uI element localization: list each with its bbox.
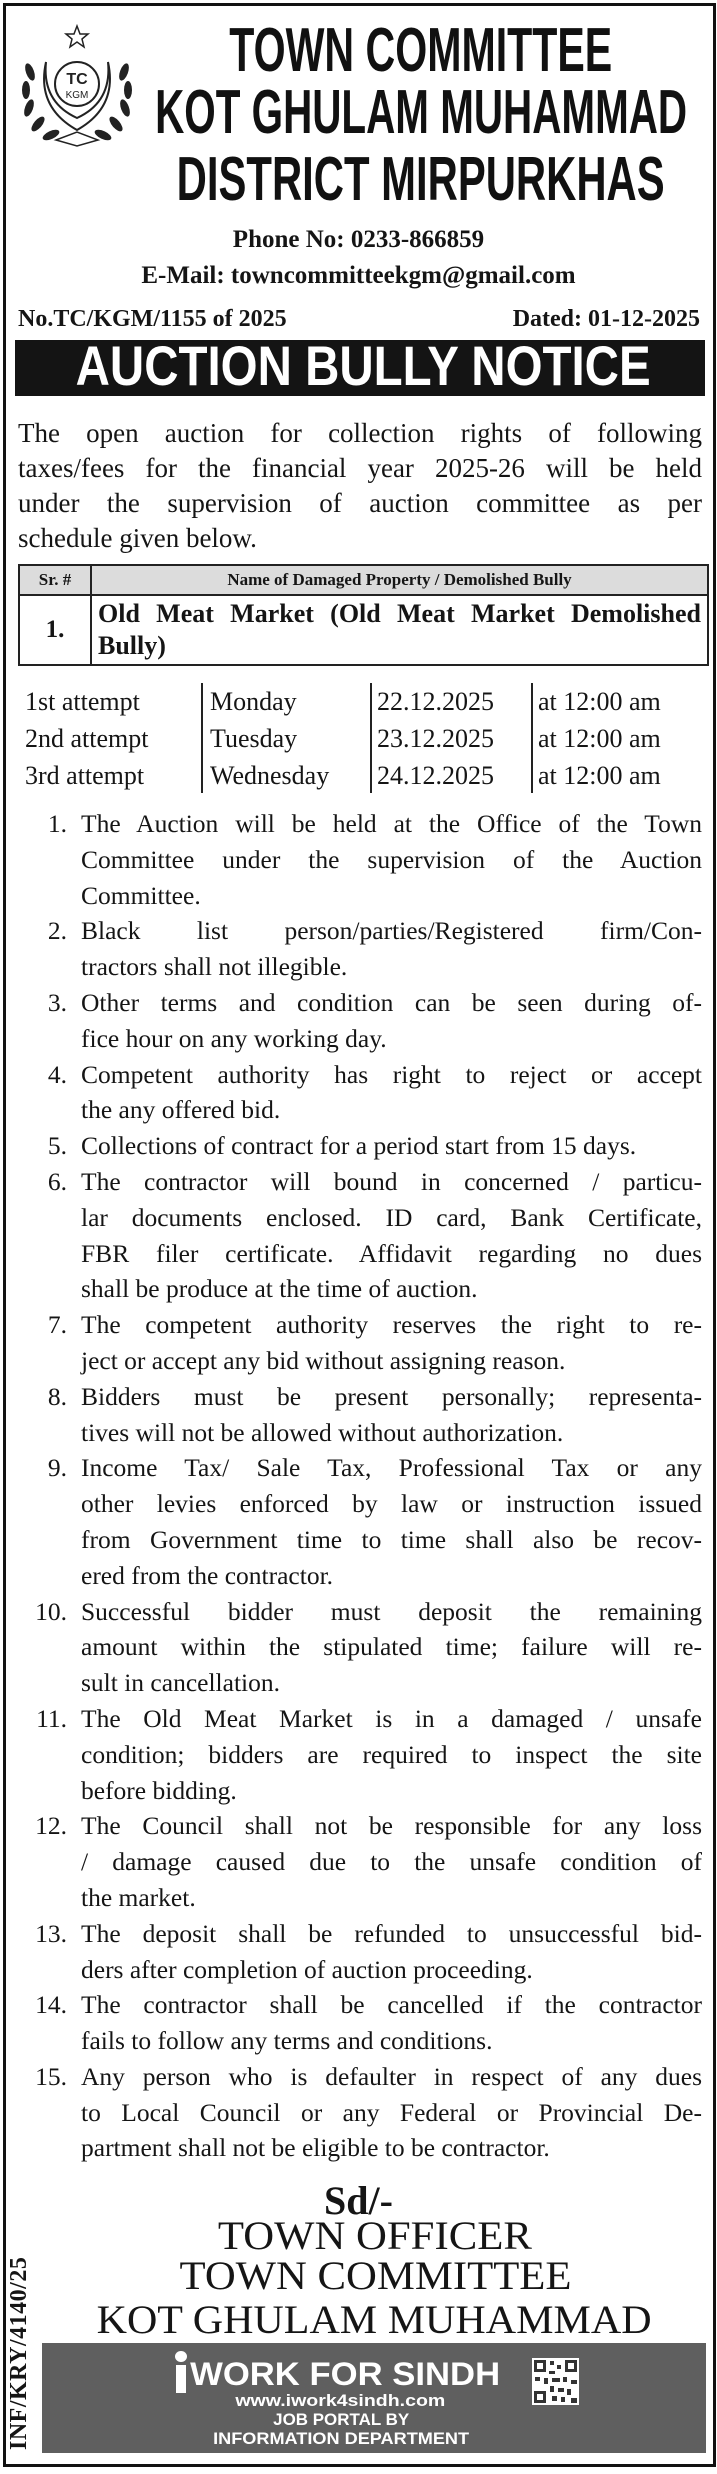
term-line: Income Tax/ Sale Tax, Professional Tax or any: [81, 1453, 702, 1483]
term-line: Black list person/parties/Registered firm/Con-: [81, 916, 702, 946]
term-line: ject or accept any bid without assigning reason.: [81, 1345, 566, 1375]
iwork-for-sindh-banner: [42, 2343, 706, 2453]
svg-text:KGM: KGM: [65, 90, 89, 101]
term-line: The Council shall not be responsible for any loss: [81, 1811, 702, 1841]
schedule-day: Tuesday: [210, 724, 298, 753]
term-number: 10.: [35, 1596, 67, 1626]
footer-brand: WORK FOR SINDH: [189, 2356, 500, 2392]
schedule-date: 22.12.2025: [377, 687, 494, 716]
signature-office: TOWN COMMITTEE: [179, 2253, 571, 2298]
intro-line: under the supervision of auction committee as per: [18, 488, 702, 518]
term-number: 5.: [47, 1131, 67, 1161]
term-item: [18, 1057, 702, 1129]
table-row: [19, 595, 708, 665]
term-line: sult in cancellation.: [81, 1668, 280, 1698]
term-line: ders after completion of auction proceeding.: [81, 1954, 533, 1984]
term-number: 15.: [35, 2061, 67, 2091]
term-line: The competent authority reserves the right to re-: [81, 1310, 702, 1340]
phone-number: Phone No: 0233-866859: [232, 226, 485, 253]
term-line: shall be produce at the time of auction.: [81, 1274, 478, 1304]
header-title-line-1: TOWN COMMITTEE: [229, 16, 613, 85]
term-line: Bidders must be present personally; representa-: [81, 1381, 702, 1411]
qr-code-icon: [532, 2358, 579, 2405]
property-name-line: Old Meat Market (Old Meat Market Demolished: [98, 599, 701, 628]
term-line: tives will not be allowed without authorization.: [81, 1417, 564, 1447]
row-sr-number: 1.: [19, 595, 91, 665]
header-title-line-3: DISTRICT MIRPURKHAS: [176, 145, 665, 214]
schedule-day-column: [210, 683, 329, 793]
reference-number: No.TC/KGM/1155 of 2025: [18, 306, 287, 332]
term-number: 8.: [47, 1381, 67, 1411]
term-item: [18, 1594, 702, 1701]
term-line: The deposit shall be refunded to unsuccessful bid-: [81, 1918, 702, 1948]
schedule-date: 23.12.2025: [377, 724, 494, 753]
terms-and-conditions-list: [18, 806, 702, 2166]
term-item: [18, 1307, 702, 1379]
term-item: [18, 985, 702, 1057]
footer-url[interactable]: www.iwork4sindh.com: [234, 2391, 445, 2410]
term-number: 14.: [35, 1990, 67, 2020]
term-line: Other terms and condition can be seen during of-: [81, 987, 702, 1017]
table-header-row: [19, 565, 708, 595]
notice-date: Dated: 01-12-2025: [512, 306, 700, 332]
logo-emblem-icon: [16, 22, 138, 150]
term-item: [18, 913, 702, 985]
term-line: Competent authority has right to reject or accept: [81, 1059, 702, 1089]
term-line: The contractor shall be cancelled if the contractor: [81, 1990, 702, 2020]
schedule-attempt-column: [25, 683, 148, 793]
term-line: condition; bidders are required to inspect the site: [81, 1739, 702, 1769]
schedule-day: Monday: [210, 687, 297, 716]
term-line: the market.: [81, 1882, 196, 1912]
column-divider: [531, 683, 533, 793]
term-number: 12.: [35, 1811, 67, 1841]
term-item: [18, 1808, 702, 1915]
term-item: [18, 1701, 702, 1808]
term-line: fice hour on any working day.: [81, 1023, 387, 1053]
intro-line: The open auction for collection rights of following: [18, 418, 702, 448]
schedule-date: 24.12.2025: [377, 761, 494, 790]
term-line: lar documents enclosed. ID card, Bank Certificate,: [81, 1202, 702, 1232]
term-line: / damage caused due to the unsafe condition of: [81, 1847, 702, 1877]
town-committee-logo: [16, 22, 138, 150]
term-number: 3.: [47, 987, 67, 1017]
term-line: tractors shall not illegible.: [81, 952, 348, 982]
auction-schedule: [18, 683, 708, 793]
term-number: 6.: [47, 1166, 67, 1196]
property-name-line: Bully): [98, 631, 166, 660]
schedule-day: Wednesday: [210, 761, 330, 790]
term-line: Committee under the supervision of the Auction: [81, 844, 702, 874]
term-item: [18, 2059, 702, 2166]
term-item: [18, 1164, 702, 1307]
term-number: 11.: [36, 1703, 67, 1733]
term-line: The contractor will bound in concerned / particu-: [81, 1166, 702, 1196]
email-address: E-Mail: towncommitteekgm@gmail.com: [141, 262, 576, 289]
schedule-time-column: [538, 683, 661, 793]
schedule-time: at 12:00 am: [538, 761, 661, 790]
term-number: 9.: [47, 1453, 67, 1483]
footer-line-2: INFORMATION DEPARTMENT: [213, 2429, 469, 2448]
term-item: [18, 1450, 702, 1593]
term-line: The Old Meat Market is in a damaged / unsafe: [81, 1703, 702, 1733]
signature-title: TOWN OFFICER: [217, 2213, 532, 2258]
term-line: amount within the stipulated time; failure will re-: [81, 1632, 702, 1662]
term-line: FBR filer certificate. Affidavit regarding no dues: [81, 1238, 702, 1268]
term-line: from Government time to time shall also be recov-: [81, 1524, 702, 1554]
schedule-attempt: 2nd attempt: [25, 724, 149, 753]
property-name: [91, 595, 708, 665]
svg-text:TC: TC: [66, 71, 88, 88]
header-title-line-2: KOT GHULAM MUHAMMAD: [154, 78, 687, 147]
term-item: [18, 1916, 702, 1988]
intro-line: schedule given below.: [18, 523, 257, 553]
term-line: the any offered bid.: [81, 1095, 281, 1125]
term-line: partment shall not be eligible to be contractor.: [81, 2133, 550, 2163]
term-item: [18, 806, 702, 913]
schedule-time: at 12:00 am: [538, 687, 661, 716]
footer-line-1: JOB PORTAL BY: [273, 2410, 409, 2429]
column-header-property: Name of Damaged Property / Demolished Bully: [91, 565, 708, 595]
schedule-time: at 12:00 am: [538, 724, 661, 753]
term-line: to Local Council or any Federal or Provincial De-: [81, 2097, 702, 2127]
term-line: Committee.: [81, 880, 201, 910]
term-line: Successful bidder must deposit the remaining: [81, 1596, 702, 1626]
term-line: other levies enforced by law or instruction issued: [81, 1489, 702, 1519]
signature-location: KOT GHULAM MUHAMMAD: [96, 2297, 652, 2342]
i-logo-icon: [174, 2351, 188, 2387]
column-divider: [201, 683, 203, 793]
term-line: The Auction will be held at the Office of the Town: [81, 809, 702, 838]
intro-paragraph: [18, 416, 702, 556]
term-number: 7.: [47, 1310, 67, 1340]
side-reference-code: INF/KRY/4140/25: [6, 2256, 32, 2450]
signature-sd: Sd/-: [324, 2178, 393, 2223]
property-table: [18, 564, 709, 666]
term-line: Any person who is defaulter in respect of any dues: [81, 2061, 702, 2091]
term-line: ered from the contractor.: [81, 1560, 334, 1590]
term-number: 4.: [47, 1059, 67, 1089]
column-header-sr: Sr. #: [19, 565, 91, 595]
term-number: 1.: [47, 809, 67, 838]
term-line: fails to follow any terms and conditions.: [81, 2026, 493, 2056]
schedule-attempt: 3rd attempt: [25, 761, 145, 790]
term-number: 2.: [47, 916, 67, 946]
term-item: [18, 1987, 702, 2059]
term-item: [18, 1128, 702, 1164]
notice-title: AUCTION BULLY NOTICE: [75, 334, 651, 397]
term-number: 13.: [35, 1918, 67, 1948]
term-line: Collections of contract for a period start from 15 days.: [81, 1131, 637, 1161]
term-line: before bidding.: [81, 1775, 237, 1805]
intro-line: taxes/fees for the financial year 2025-26 will be held: [18, 453, 702, 483]
schedule-attempt: 1st attempt: [25, 687, 140, 716]
schedule-date-column: [377, 683, 494, 793]
column-divider: [370, 683, 372, 793]
term-item: [18, 1379, 702, 1451]
